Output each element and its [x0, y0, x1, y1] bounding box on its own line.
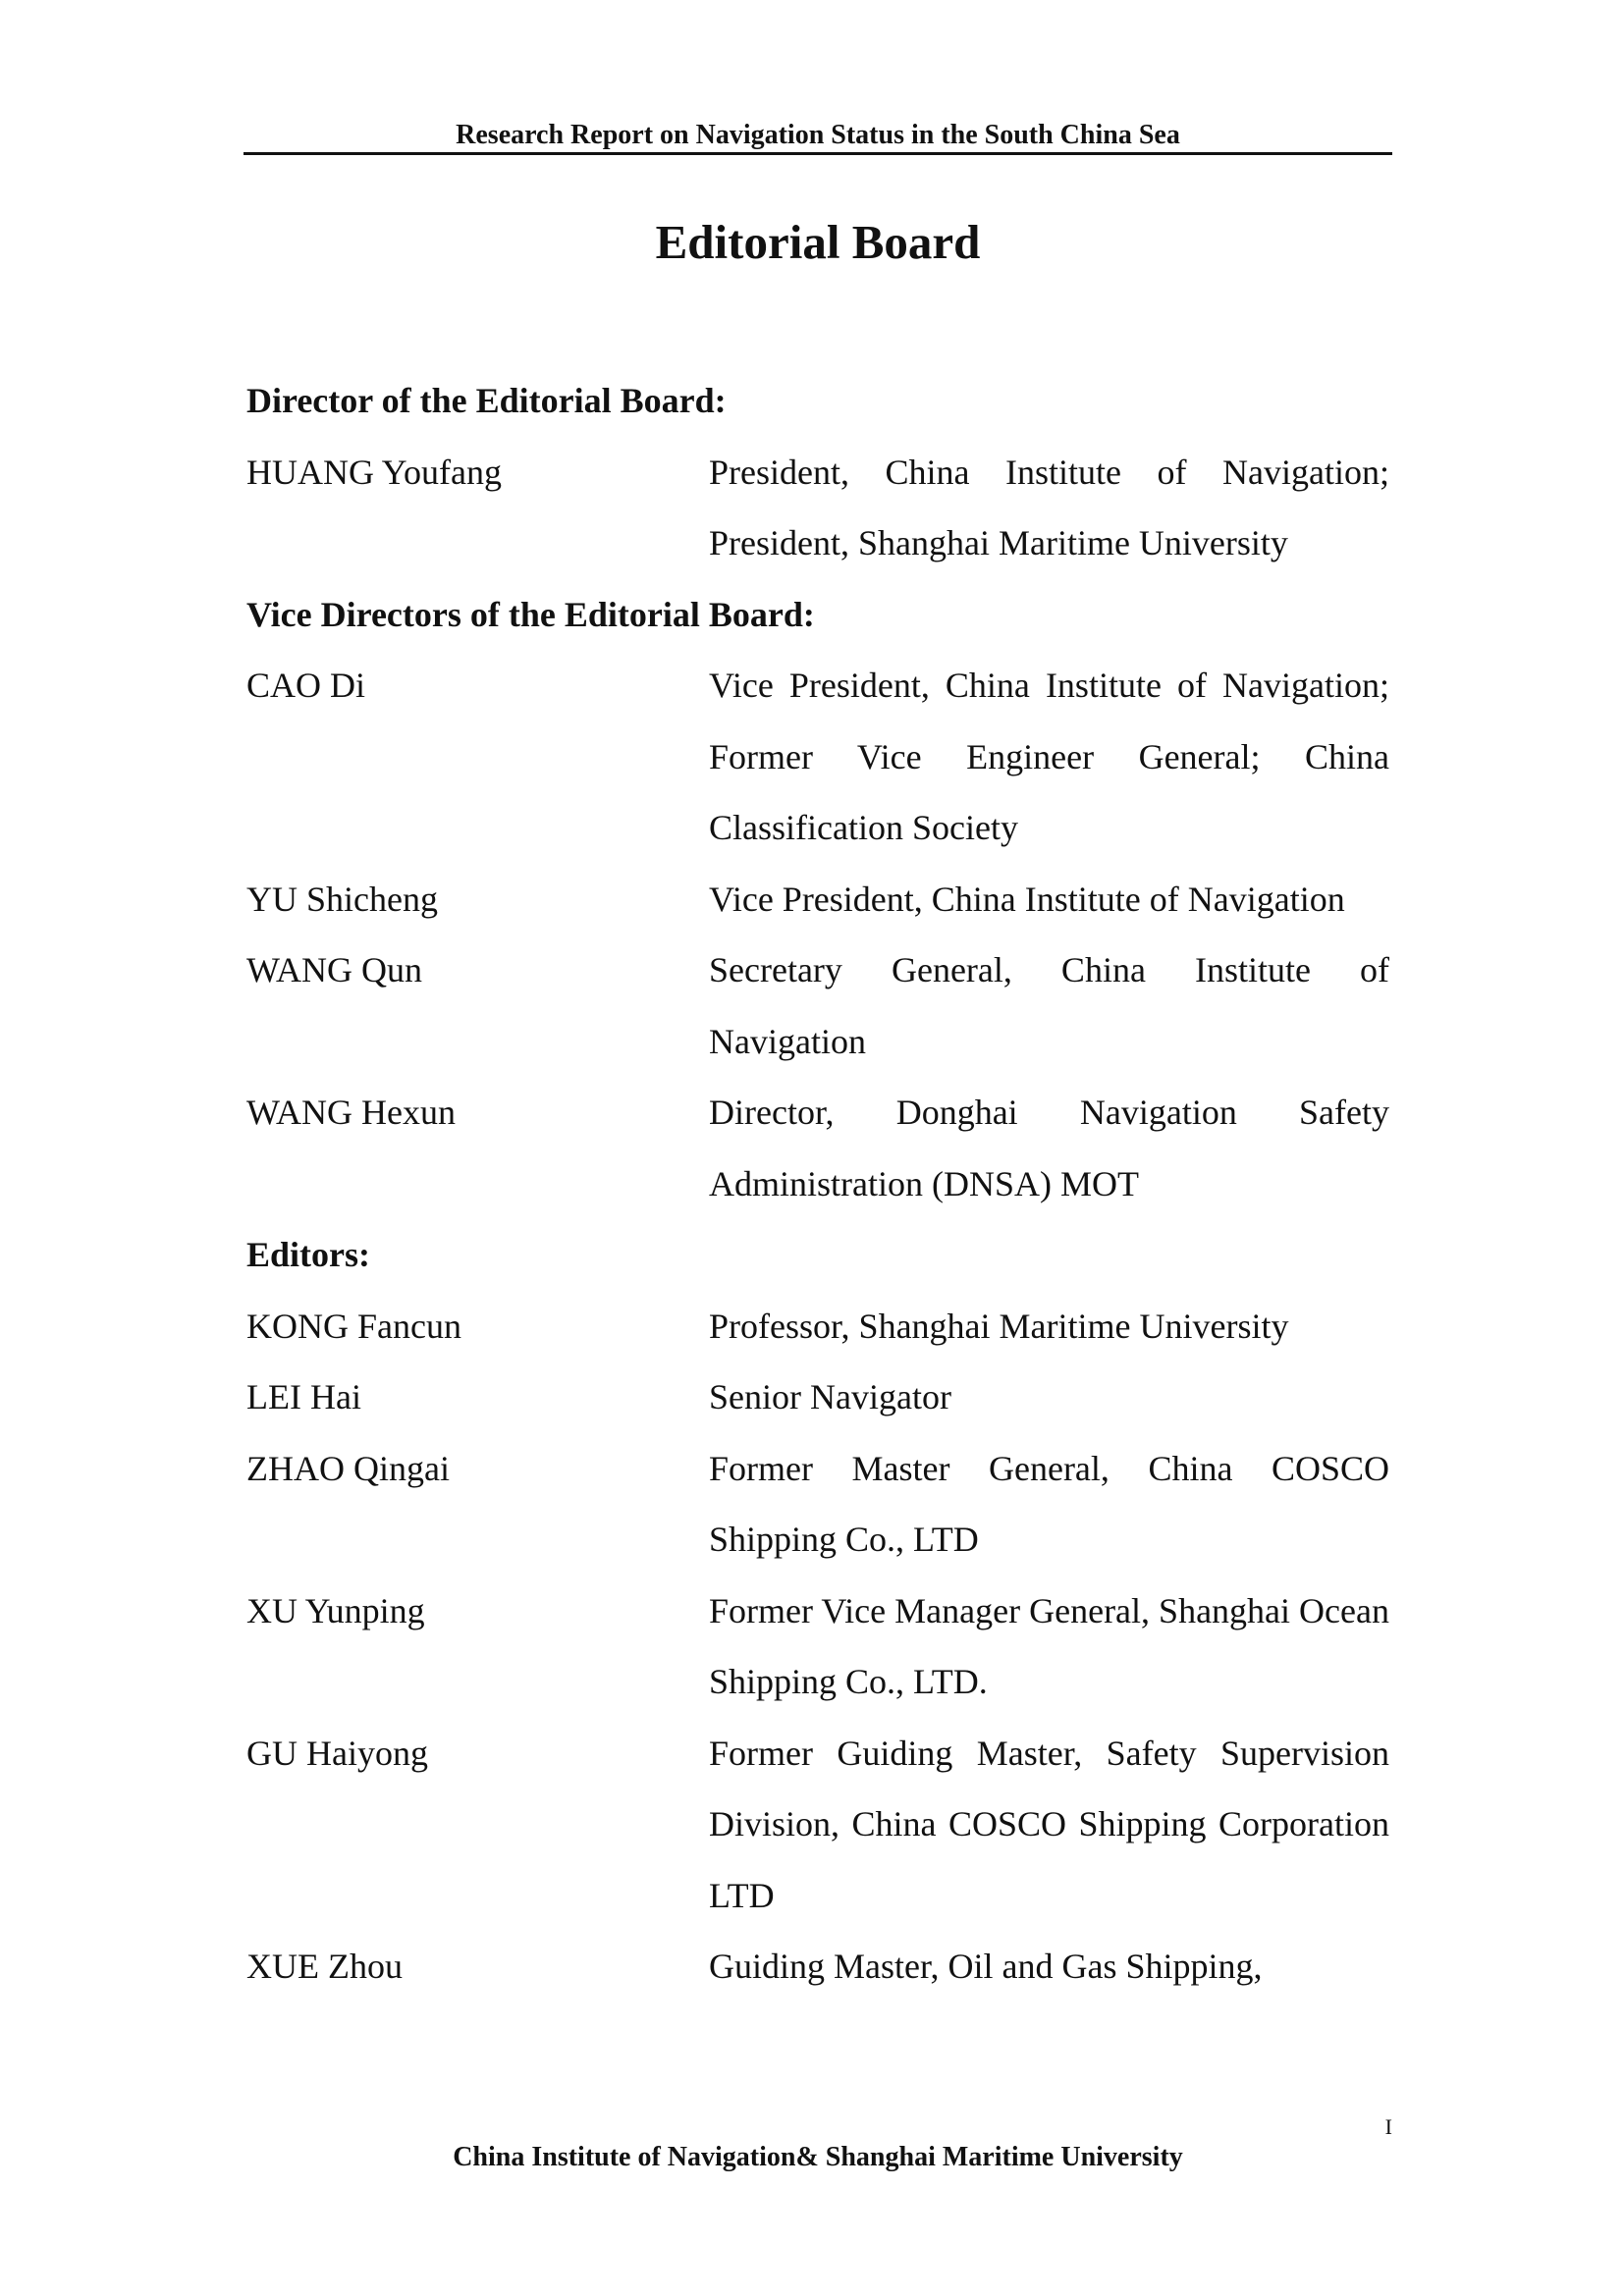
board-entry: [246, 1291, 1389, 1362]
member-role: Vice President, China Institute of Navigation; Former Vice Engineer General; China Classification Society: [709, 666, 1389, 847]
member-name: KONG Fancun: [246, 1306, 461, 1346]
member-name: GU Haiyong: [246, 1733, 428, 1773]
board-entry: [246, 1575, 1389, 1718]
header-rule: [244, 152, 1392, 155]
running-footer: China Institute of Navigation& Shanghai Maritime University: [453, 2142, 1183, 2172]
page-number: I: [1384, 2114, 1392, 2139]
member-role: Former Master General, China COSCO Shipping Co., LTD: [709, 1448, 1389, 1559]
section-heading-director: Director of the Editorial Board:: [246, 381, 727, 420]
member-name: XU Yunping: [246, 1590, 425, 1630]
editorial-board-list: [246, 365, 1389, 2002]
member-name: WANG Qun: [246, 950, 422, 989]
board-entry: [246, 1077, 1389, 1219]
member-role: Former Guiding Master, Safety Supervision Division, China COSCO Shipping Corporation LTD: [709, 1733, 1389, 1915]
member-role: President, China Institute of Navigation; President, Shanghai Maritime University: [709, 452, 1389, 562]
member-role: Senior Navigator: [709, 1377, 951, 1416]
board-entry: [246, 437, 1389, 579]
board-entry: [246, 934, 1389, 1077]
board-entry: [246, 1362, 1389, 1433]
board-entry: [246, 650, 1389, 864]
member-name: ZHAO Qingai: [246, 1448, 450, 1488]
member-role: Guiding Master, Oil and Gas Shipping,: [709, 1947, 1263, 1986]
member-name: WANG Hexun: [246, 1093, 456, 1132]
board-entry: [246, 864, 1389, 935]
member-name: YU Shicheng: [246, 879, 438, 919]
member-name: CAO Di: [246, 666, 366, 705]
member-role: Secretary General, China Institute of Navigation: [709, 950, 1389, 1061]
running-header: Research Report on Navigation Status in the South China Sea: [456, 120, 1180, 150]
board-entry: [246, 1931, 1389, 2002]
member-name: LEI Hai: [246, 1377, 361, 1416]
member-name: XUE Zhou: [246, 1947, 403, 1986]
member-name: HUANG Youfang: [246, 452, 503, 492]
member-role: Vice President, China Institute of Navigation: [709, 879, 1345, 919]
board-entry: [246, 1433, 1389, 1575]
member-role: Former Vice Manager General, Shanghai Ocean Shipping Co., LTD.: [709, 1590, 1389, 1701]
page-title: Editorial Board: [655, 215, 981, 269]
member-role: Professor, Shanghai Maritime University: [709, 1306, 1289, 1346]
section-heading-editors: Editors:: [246, 1235, 370, 1274]
section-heading-vice-directors: Vice Directors of the Editorial Board:: [246, 594, 815, 634]
member-role: Director, Donghai Navigation Safety Administration (DNSA) MOT: [709, 1093, 1389, 1203]
board-entry: [246, 1718, 1389, 1932]
